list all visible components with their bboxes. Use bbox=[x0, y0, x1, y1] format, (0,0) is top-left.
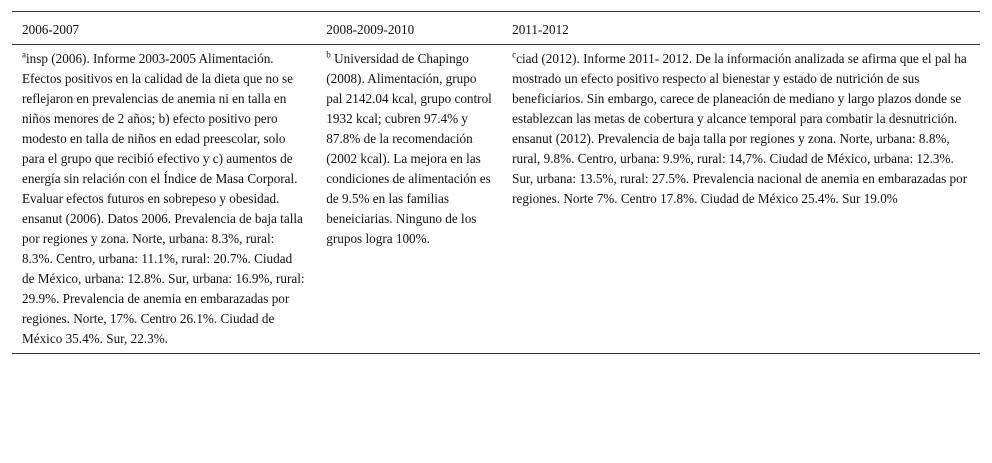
cell-text: ciad (2012). Informe 2011- 2012. De la información analizada se afirma que el pal ha mostrado un efecto positivo respecto al bienestar y estado de nutrición de sus beneficiarios. Sin embargo, carece de planeación de mediano y largo plazos donde se establezcan las metas de cobertura y alcance temporal para combatir la desnutrición. ensanut (2012). Prevalencia de baja talla por regiones y zona. Norte, urbana: 8.8%, rural, 9.8%. Centro, urbana: 9.9%, rural: 14,7%. Ciudad de México, urbana: 12.3%. Sur, urbana: 13.5%, rural: 27.5%. Prevalencia nacional de anemia en embarazadas por regiones. Norte 7%. Centro 17.8%. Ciudad de México 25.4%. Sur 19.0% bbox=[512, 51, 968, 206]
table-body bbox=[12, 45, 980, 354]
table-header bbox=[12, 12, 980, 45]
header-2006-2007: 2006-2007 bbox=[22, 22, 80, 37]
footnote-marker: c bbox=[512, 49, 517, 60]
footnote-marker: a bbox=[22, 49, 26, 60]
header-row bbox=[12, 12, 980, 45]
table-row bbox=[12, 45, 980, 354]
cell-2008-2009-2010 bbox=[316, 45, 502, 354]
footnote-marker: b bbox=[326, 49, 331, 60]
header-2008-2009-2010: 2008-2009-2010 bbox=[326, 22, 415, 37]
cell-text: Universidad de Chapingo (2008). Alimentación, grupo pal 2142.04 kcal, grupo control 1932 kcal; cubren 97.4% y 87.8% de la recomendación (2002 kcal). La mejora en las condiciones de alimentación es de 9.5% en las familias beneiciarias. Ninguno de los grupos logra 100%. bbox=[326, 51, 492, 246]
evaluation-table bbox=[12, 11, 980, 354]
cell-text: insp (2006). Informe 2003-2005 Alimentación. Efectos positivos en la calidad de la dieta que no se reflejaron en prevalencias de anemia ni en talla en niños menores de 2 años; b) efecto positivo pero modesto en talla de niños en edad preescolar, solo para el grupo que recibió efectivo y c) aumentos de energía sin relación con el Índice de Masa Corporal. Evaluar efectos futuros en sobrepeso y obesidad. bbox=[22, 51, 298, 206]
header-2011-2012: 2011-2012 bbox=[512, 22, 569, 37]
cell-paragraph: ensanut (2006). Datos 2006. Prevalencia de baja talla por regiones y zona. Norte, urbana: 8.3%, rural: 8.3%. Centro, urbana: 11.1%, rural: 20.7%. Ciudad de México, urbana: 12.8%. Sur, urbana: 16.9%, rural: 29.9%. Prevalencia de anemia en embarazadas por regiones. Norte, 17%. Centro 26.1%. Ciudad de México 35.4%. Sur, 22.3%. bbox=[22, 211, 305, 346]
cell-2011-2012 bbox=[502, 45, 980, 354]
cell-2006-2007 bbox=[12, 45, 316, 354]
cell-paragraph bbox=[22, 49, 306, 209]
